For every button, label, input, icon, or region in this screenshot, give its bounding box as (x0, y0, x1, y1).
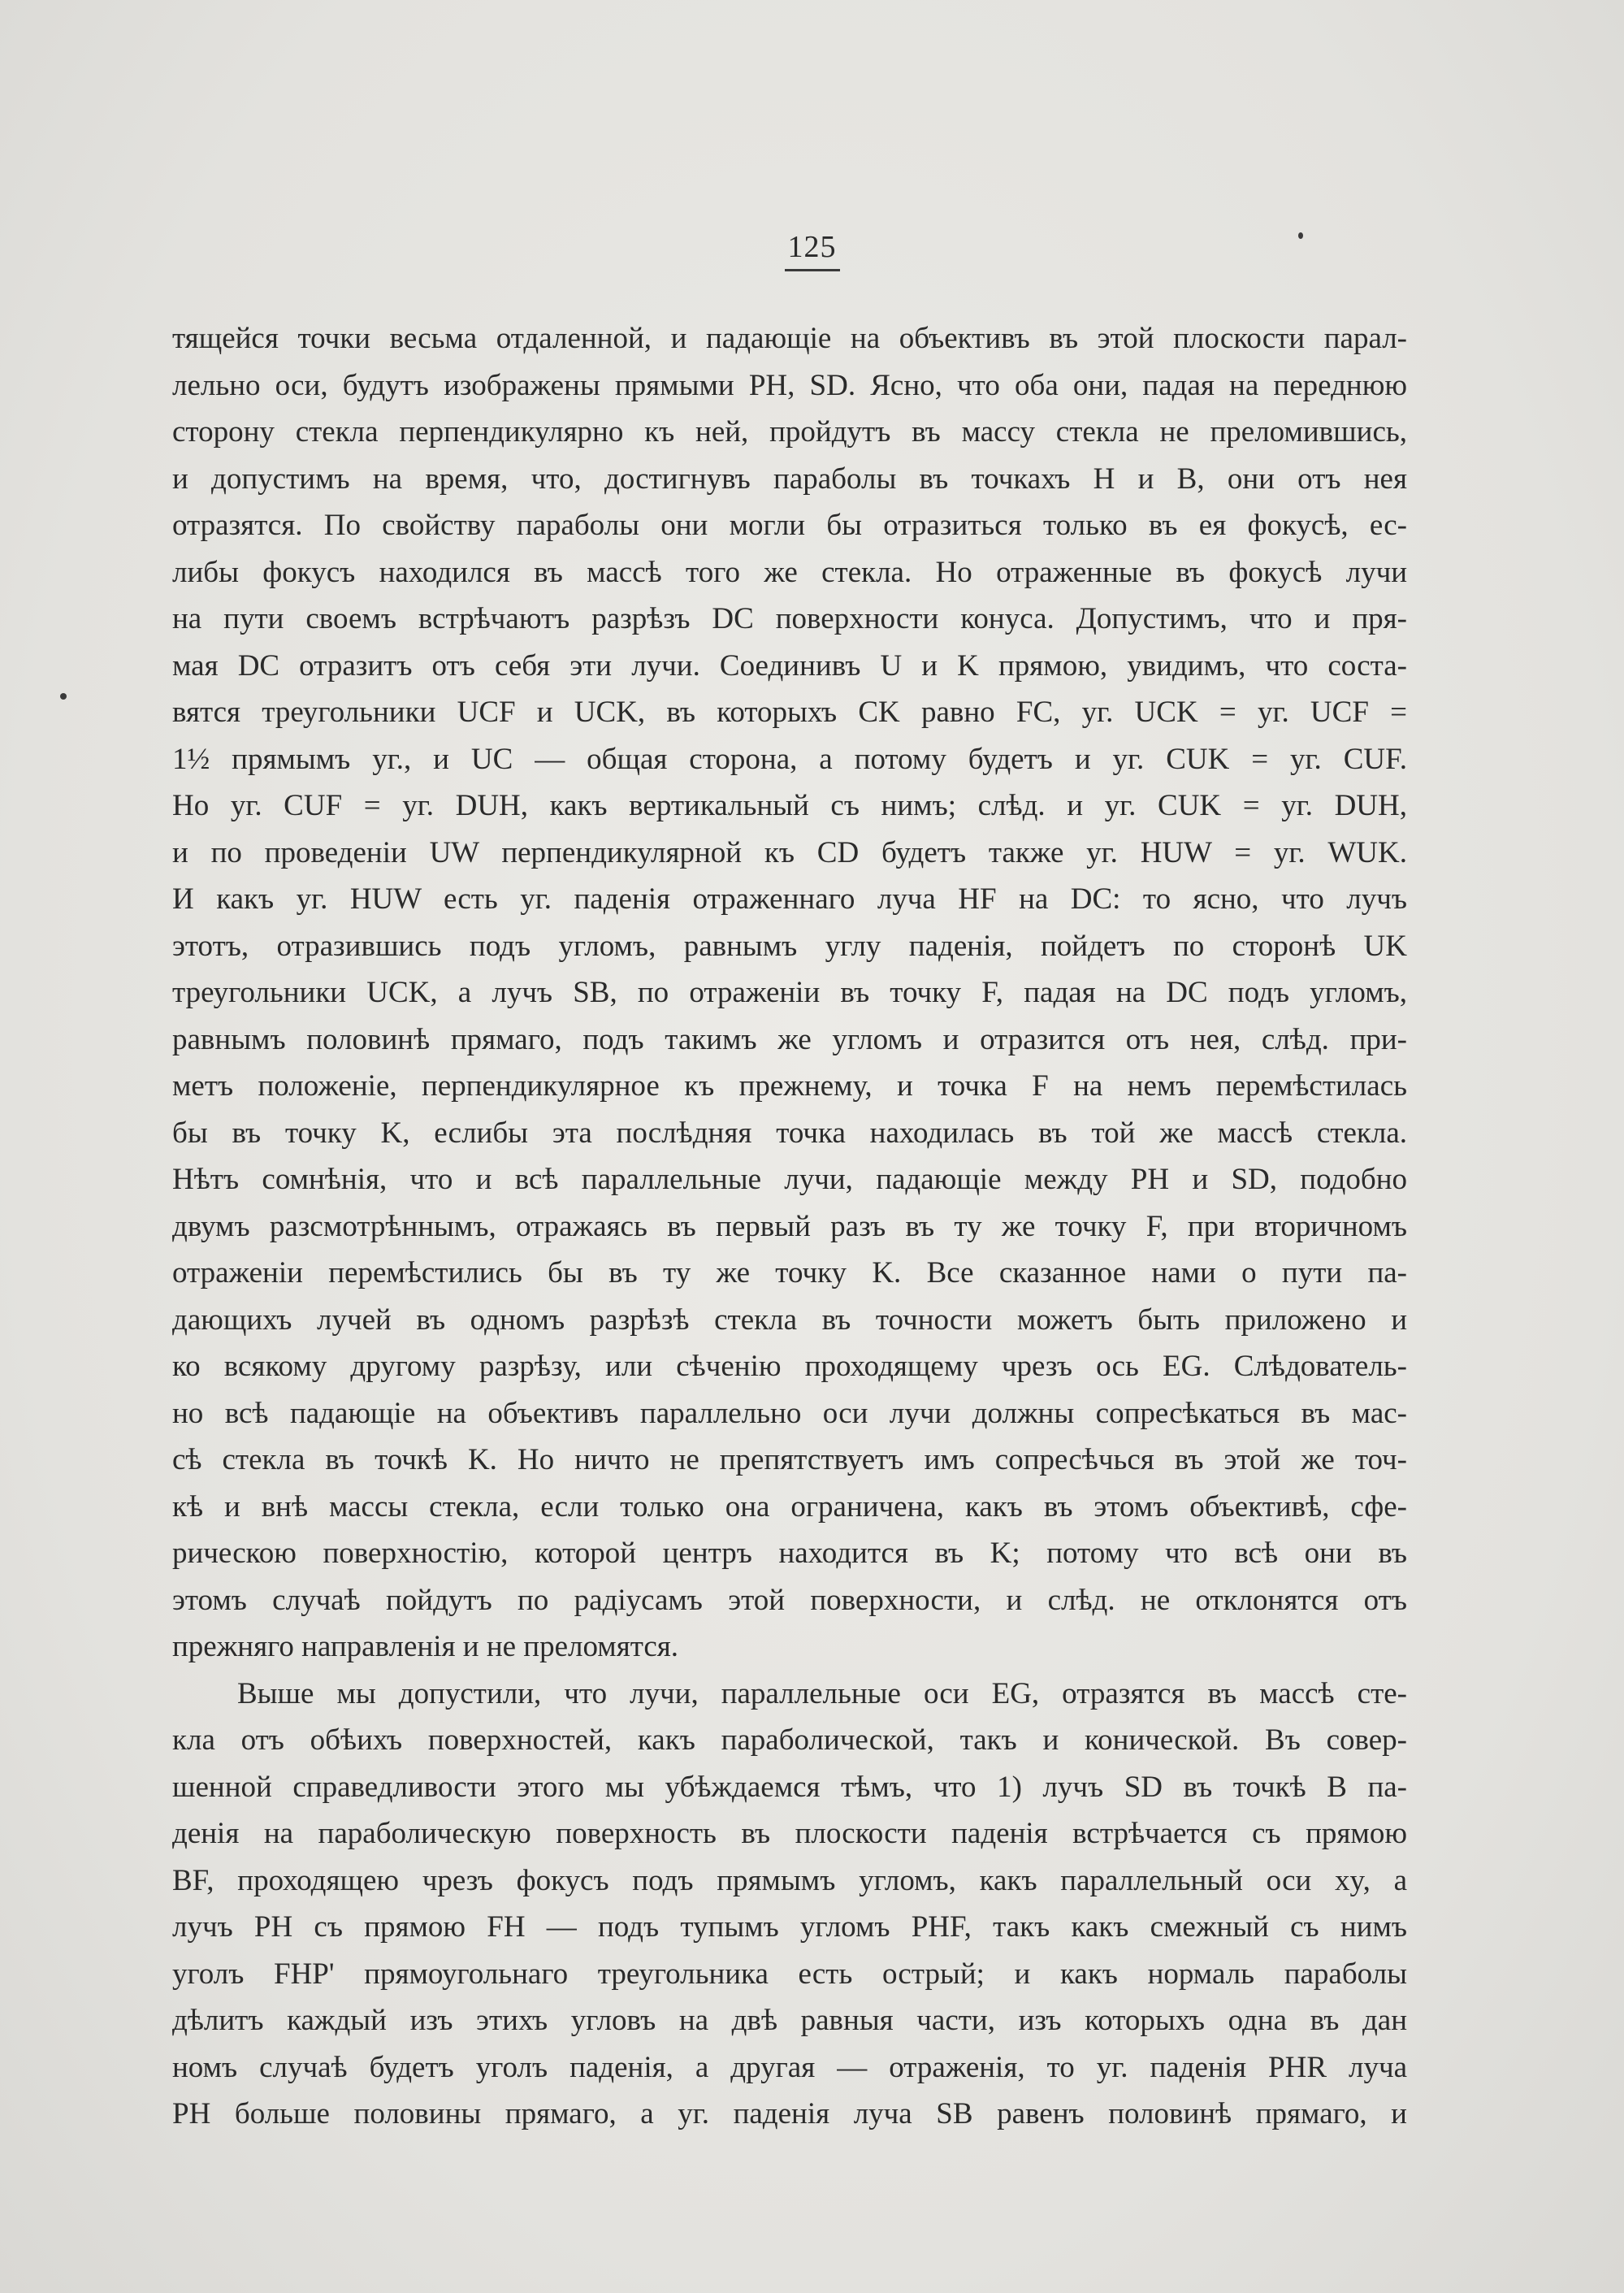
text-line: бы въ точку K, еслибы эта послѣдняя точка находилась въ той же массѣ стекла. (172, 1116, 1407, 1150)
text-line: рическою поверхностію, которой центръ находится въ K; потому что всѣ они въ (172, 1537, 1407, 1570)
ink-speck (60, 693, 67, 700)
text-line: номъ случаѣ будетъ уголъ паденія, а другая — отраженія, то уг. паденія PHR луча (172, 2050, 1407, 2084)
text-line: либы фокусъ находился въ массѣ того же стекла. Но отраженные въ фокусѣ лучи (172, 555, 1407, 589)
text-line: этотъ, отразившись подъ угломъ, равнымъ углу паденія, пойдетъ по сторонѣ UK (172, 929, 1407, 963)
page-number: 125 (0, 229, 1624, 265)
text-line: сѣ стекла въ точкѣ K. Но ничто не препятствуетъ имъ сопресѣчься въ этой же точ- (172, 1443, 1407, 1476)
ink-speck (1298, 232, 1303, 239)
text-line: отразятся. По свойству параболы они могли бы отразиться только въ ея фокусѣ, ес- (172, 509, 1407, 542)
text-line: BF, проходящею чрезъ фокусъ подъ прямымъ угломъ, какъ параллельный оси xy, а (172, 1863, 1407, 1897)
text-line: И какъ уг. HUW есть уг. паденія отраженнаго луча HF на DC: то ясно, что лучъ (172, 882, 1407, 916)
text-line: прежняго направленія и не преломятся. (172, 1630, 679, 1663)
text-line: лучъ PH съ прямою FH — подъ тупымъ угломъ PHF, такъ какъ смежный съ нимъ (172, 1910, 1407, 1944)
text-line: и допустимъ на время, что, достигнувъ параболы въ точкахъ H и B, они отъ нея (172, 462, 1407, 496)
text-line: вятся треугольники UCF и UCK, въ которыхъ CK равно FC, уг. UCK = уг. UCF = (172, 696, 1407, 729)
text-line: отраженіи перемѣстились бы въ ту же точку K. Все сказанное нами о пути па- (172, 1256, 1407, 1290)
text-line: мая DC отразитъ отъ себя эти лучи. Соединивъ U и K прямою, увидимъ, что соста- (172, 648, 1407, 683)
text-line: денія на параболическую поверхность въ плоскости паденія встрѣчается съ прямою (172, 1817, 1407, 1850)
text-line: метъ положеніе, перпендикулярное къ прежнему, и точка F на немъ перемѣстилась (172, 1069, 1407, 1103)
body-text (172, 315, 1407, 2138)
text-line: 1½ прямымъ уг., и UC — общая сторона, а потому будетъ и уг. CUK = уг. CUF. (172, 742, 1407, 776)
text-line: лельно оси, будутъ изображены прямыми PH, SD. Ясно, что оба они, падая на переднюю (172, 368, 1407, 402)
text-line: кѣ и внѣ массы стекла, если только она ограничена, какъ въ этомъ объективѣ, сфе- (172, 1489, 1407, 1524)
text-line: Нѣтъ сомнѣнія, что и всѣ параллельные лучи, падающіе между PH и SD, подобно (172, 1163, 1407, 1196)
text-line: уголъ FHP' прямоугольнаго треугольника есть острый; и какъ нормаль параболы (172, 1957, 1407, 1991)
text-line: этомъ случаѣ пойдутъ по радіусамъ этой поверхности, и слѣд. не отклонятся отъ (172, 1583, 1407, 1617)
text-line: треугольники UCK, а лучъ SB, по отраженіи въ точку F, падая на DC подъ угломъ, (172, 976, 1407, 1009)
text-line: двумъ разсмотрѣннымъ, отражаясь въ первый разъ въ ту же точку F, при вторичномъ (172, 1209, 1407, 1243)
text-line: дѣлитъ каждый изъ этихъ угловъ на двѣ равныя части, изъ которыхъ одна въ дан (172, 2004, 1407, 2037)
text-line: кла отъ обѣихъ поверхностей, какъ параболической, такъ и конической. Въ совер- (172, 1723, 1407, 1757)
text-line: сторону стекла перпендикулярно къ ней, пройдутъ въ массу стекла не преломившись, (172, 415, 1407, 449)
text-line: равнымъ половинѣ прямаго, подъ такимъ же угломъ и отразится отъ нея, слѣд. при- (172, 1022, 1407, 1056)
text-line: дающихъ лучей въ одномъ разрѣзѣ стекла въ точности можетъ быть приложено и (172, 1303, 1407, 1337)
text-line: тящейся точки весьма отдаленной, и падающіе на объективъ въ этой плоскости парал- (172, 322, 1407, 355)
text-line: на пути своемъ встрѣчаютъ разрѣзъ DC поверхности конуса. Допустимъ, что и пря- (172, 602, 1407, 635)
text-line: шенной справедливости этого мы убѣждаемся тѣмъ, что 1) лучъ SD въ точкѣ B па- (172, 1770, 1407, 1804)
text-line: Выше мы допустили, что лучи, параллельные оси EG, отразятся въ массѣ сте- (237, 1676, 1407, 1710)
text-line: PH больше половины прямаго, а уг. паденія луча SB равенъ половинѣ прямаго, и (172, 2097, 1407, 2130)
text-line: и по проведеніи UW перпендикулярной къ CD будетъ также уг. HUW = уг. WUK. (172, 835, 1407, 869)
text-line: Но уг. CUF = уг. DUH, какъ вертикальный съ нимъ; слѣд. и уг. CUK = уг. DUH, (172, 789, 1407, 822)
text-line: ко всякому другому разрѣзу, или сѣченію проходящему чрезъ ось EG. Слѣдователь- (172, 1350, 1407, 1383)
text-line: но всѣ падающіе на объективъ параллельно оси лучи должны сопресѣкаться въ мас- (172, 1396, 1407, 1430)
